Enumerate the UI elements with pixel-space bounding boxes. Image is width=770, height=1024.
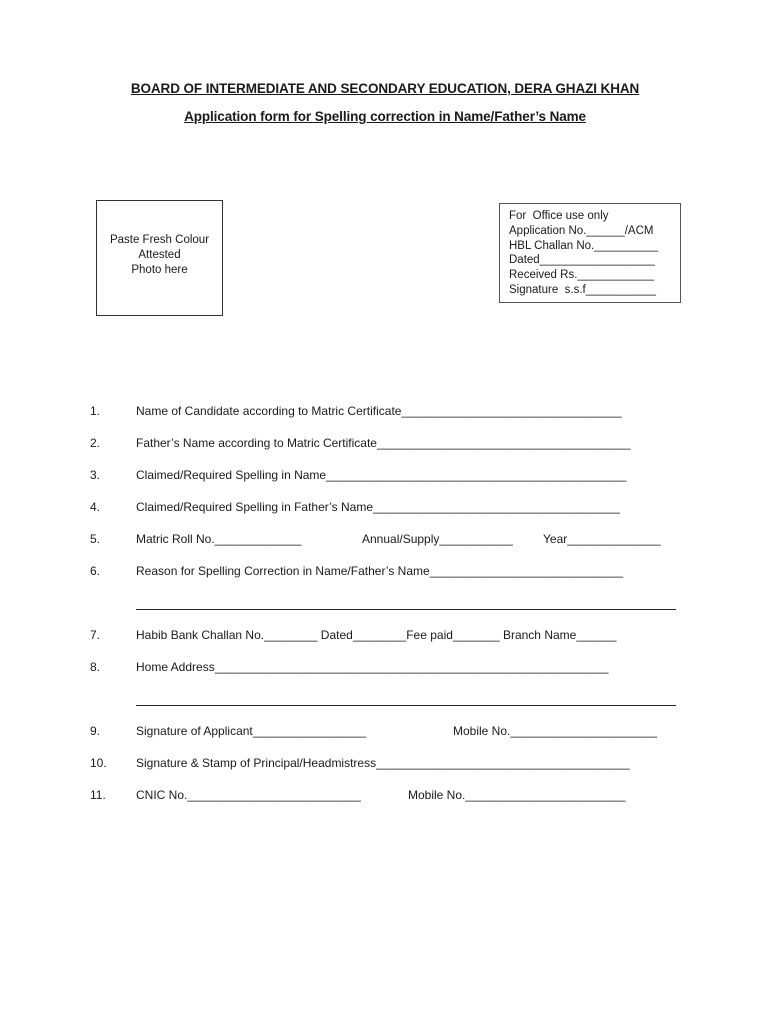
- field-number: 11.: [90, 788, 106, 802]
- office-use-heading: For Office use only: [509, 210, 609, 222]
- field-number: 10.: [90, 756, 107, 770]
- field-number: 7.: [90, 628, 101, 642]
- field-row-claimed-father-name: [0, 500, 770, 516]
- office-received: Received Rs.____________: [509, 269, 655, 282]
- reason-field[interactable]: Reason for Spelling Correction in Name/Father’s Name_____________________________: [136, 564, 624, 578]
- field-number: 1.: [90, 404, 101, 418]
- applicant-signature-field[interactable]: Signature of Applicant_________________: [136, 724, 367, 738]
- field-row-home-address: [0, 660, 770, 676]
- office-use-box: [499, 203, 681, 303]
- annual-supply-field[interactable]: Annual/Supply___________: [362, 532, 513, 546]
- field-number: 6.: [90, 564, 101, 578]
- field-row-father-name: [0, 436, 770, 452]
- office-dated: Dated__________________: [509, 254, 655, 267]
- field-number: 5.: [90, 532, 101, 546]
- claimed-name-field[interactable]: Claimed/Required Spelling in Name_____________________________________________: [136, 468, 627, 482]
- principal-signature-field[interactable]: Signature & Stamp of Principal/Headmistress______________________________________: [136, 756, 630, 770]
- field-number: 4.: [90, 500, 101, 514]
- address-continuation-line[interactable]: [136, 705, 676, 706]
- father-name-field[interactable]: Father’s Name according to Matric Certificate______________________________________: [136, 436, 631, 450]
- office-signature: Signature s.s.f___________: [509, 283, 657, 296]
- photo-box: [96, 200, 223, 316]
- field-number: 3.: [90, 468, 101, 482]
- bank-challan-field[interactable]: Habib Bank Challan No.________ Dated________Fee paid_______ Branch Name______: [136, 628, 617, 642]
- field-row-principal-signature: [0, 756, 770, 772]
- matric-roll-no-field[interactable]: Matric Roll No._____________: [136, 532, 302, 546]
- office-challan-no: HBL Challan No.__________: [509, 239, 659, 252]
- cnic-field[interactable]: CNIC No.__________________________: [136, 788, 361, 802]
- field-row-applicant-signature: [0, 724, 770, 740]
- reason-continuation-line[interactable]: [136, 609, 676, 610]
- office-application-no: Application No.______/ACM: [509, 224, 654, 237]
- field-row-bank-challan: [0, 628, 770, 644]
- claimed-father-name-field[interactable]: Claimed/Required Spelling in Father’s Name_____________________________________: [136, 500, 620, 514]
- field-number: 9.: [90, 724, 101, 738]
- year-field[interactable]: Year______________: [543, 532, 661, 546]
- field-number: 2.: [90, 436, 101, 450]
- field-row-cnic: [0, 788, 770, 804]
- field-row-matric-roll: [0, 532, 770, 548]
- cnic-mobile-field[interactable]: Mobile No.________________________: [408, 788, 626, 802]
- form-subtitle: Application form for Spelling correction in Name/Father’s Name: [184, 109, 586, 124]
- field-number: 8.: [90, 660, 101, 674]
- applicant-mobile-field[interactable]: Mobile No.______________________: [453, 724, 658, 738]
- field-row-claimed-name: [0, 468, 770, 484]
- photo-box-text: Paste Fresh Colour Attested Photo here: [109, 233, 210, 276]
- home-address-field[interactable]: Home Address___________________________________________________________: [136, 660, 609, 674]
- field-row-candidate-name: [0, 404, 770, 420]
- field-row-reason: [0, 564, 770, 580]
- candidate-name-field[interactable]: Name of Candidate according to Matric Certificate_________________________________: [136, 404, 622, 418]
- board-title: BOARD OF INTERMEDIATE AND SECONDARY EDUCATION, DERA GHAZI KHAN: [130, 81, 640, 96]
